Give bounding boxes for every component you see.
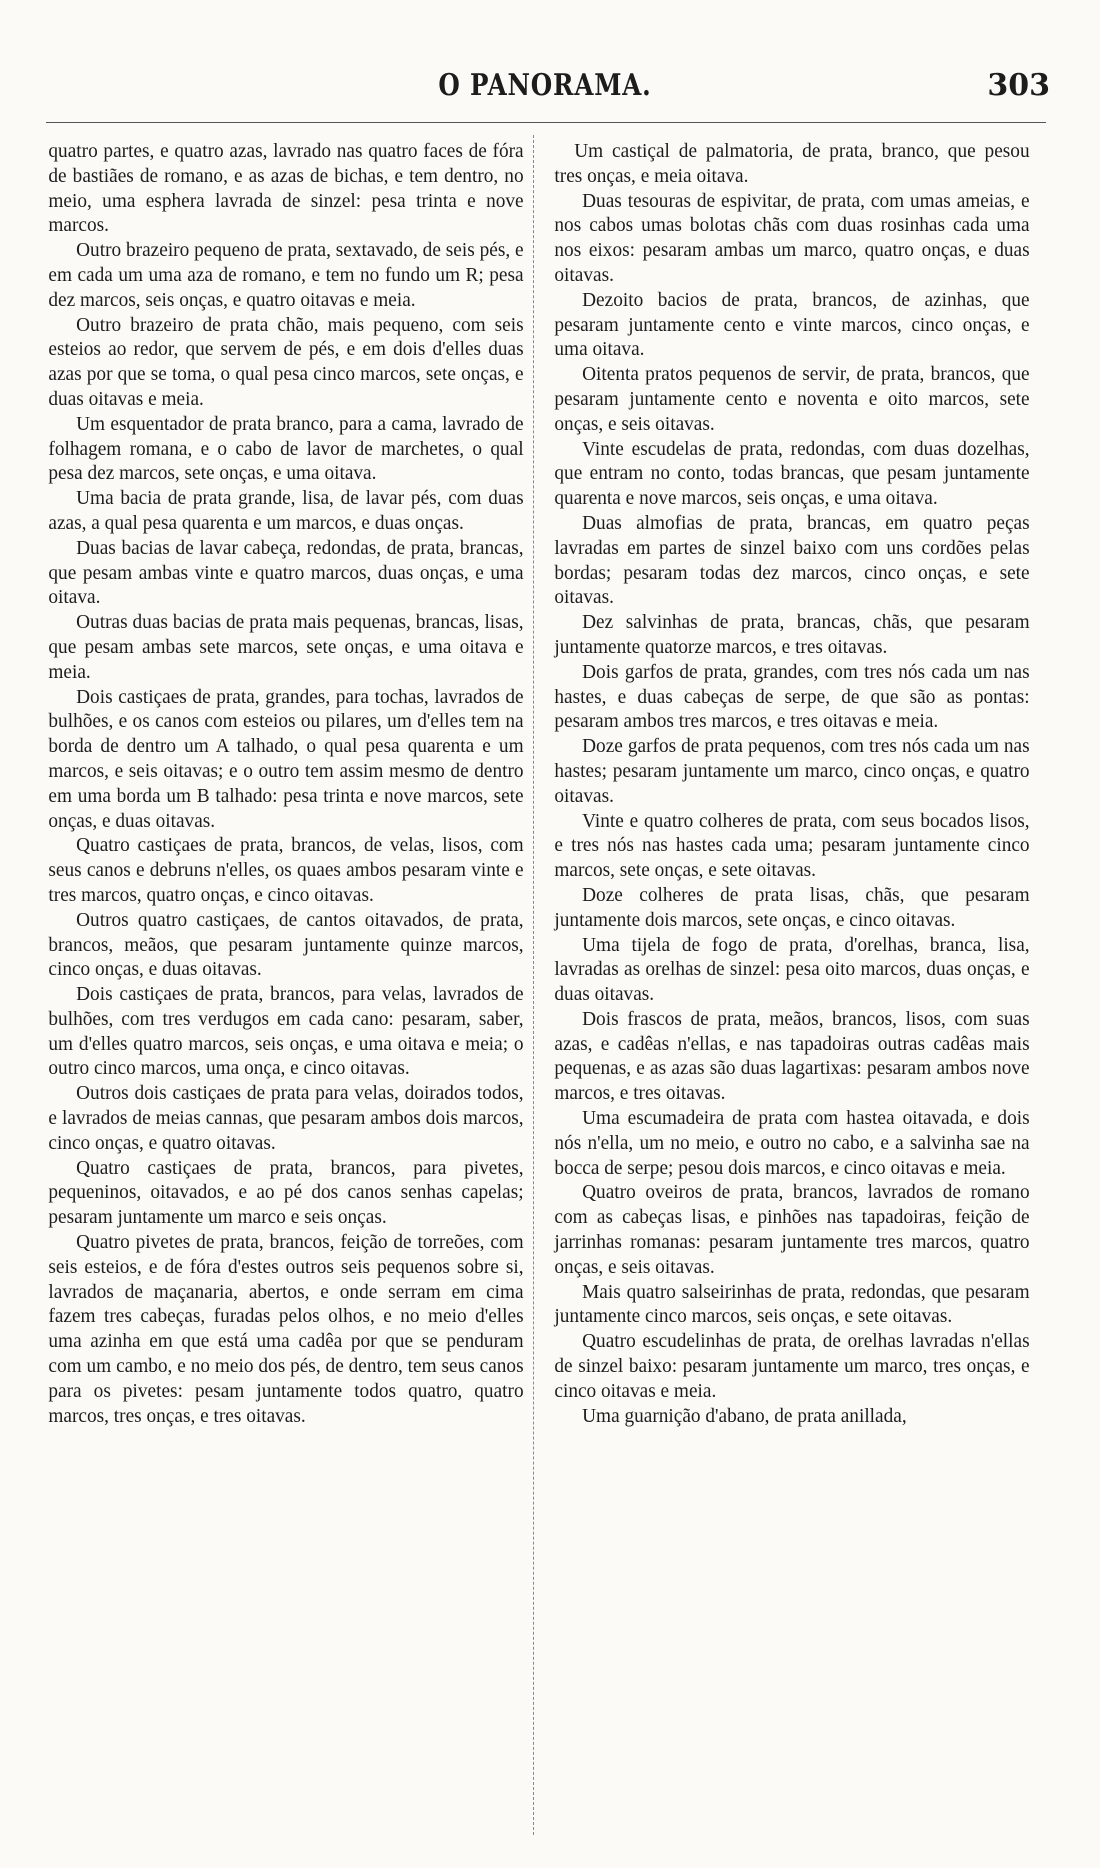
paragraph: Mais quatro salseirinhas de prata, redondas, que pesaram juntamente cinco marcos, seis onças, e sete oitavas. [554, 1281, 1030, 1328]
paragraph: Dois frascos de prata, meãos, brancos, lisos, com suas azas, e cadêas n'ellas, e nas tapadoiras outras cadêas mais pequenas, e as azas são duas lagartixas: pesaram ambos nove marcos, e tres oitavas. [554, 1008, 1030, 1105]
paragraph: Outro brazeiro de prata chão, mais pequeno, com seis esteios ao redor, que servem de pés, e em dois d'elles duas azas por que se toma, o qual pesa cinco marcos, sete onças, e duas oitavas e meia. [48, 314, 524, 410]
column-divider [533, 135, 534, 1835]
paragraph: Outros dois castiçaes de prata para velas, doirados todos, e lavrados de meias cannas, que pesaram ambos dois marcos, cinco onças, e quatro oitavas. [48, 1083, 524, 1154]
paragraph: Dezoito bacios de prata, brancos, de azinhas, que pesaram juntamente cento e vinte marcos, cinco onças, e uma oitava. [554, 289, 1030, 361]
paragraph: Uma bacia de prata grande, lisa, de lavar pés, com duas azas, a qual pesa quarenta e um marcos, e duas onças. [48, 488, 524, 534]
page-number: 303 [987, 68, 1050, 103]
paragraph: Duas tesouras de espivitar, de prata, com umas ameias, e nos cabos umas bolotas chãs com duas rosinhas cada uma nos eixos: pesaram ambas um marco, quatro onças, e duas oitavas. [554, 190, 1030, 286]
paragraph: Outros quatro castiçaes, de cantos oitavados, de prata, brancos, meãos, que pesaram juntamente quinze marcos, cinco onças, e duas oitavas. [48, 909, 524, 981]
paragraph: Uma tijela de fogo de prata, d'orelhas, branca, lisa, lavradas as orelhas de sinzel: pesa oito marcos, duas onças, e duas oitavas. [554, 934, 1030, 1006]
paragraph: Doze garfos de prata pequenos, com tres nós cada um nas hastes; pesaram juntamente um marco, cinco onças, e quatro oitavas. [554, 736, 1030, 807]
paragraph: Vinte e quatro colheres de prata, com seus bocados lisos, e tres nós nas hastes cada uma; pesaram juntamente cinco marcos, sete onças, e sete oitavas. [554, 810, 1030, 882]
page-header [40, 60, 1050, 110]
paragraph: Outro brazeiro pequeno de prata, sextavado, de seis pés, e em cada um uma aza de romano, e tem no fundo um R; pesa dez marcos, seis onças, e quatro oitavas e meia. [48, 240, 524, 311]
paragraph: Um castiçal de palmatoria, de prata, branco, que pesou tres onças, e meia oitava. [554, 141, 1030, 187]
paragraph: Dois castiçaes de prata, brancos, para velas, lavrados de bulhões, com tres verdugos em cada cano: pesaram, saber, um d'elles quatro marcos, seis onças, e uma oitava e meia; o outro cinco marcos, uma onça, e cinco oitavas. [48, 984, 524, 1080]
right-column [554, 140, 1029, 1429]
paragraph: Quatro castiçaes de prata, brancos, para pivetes, pequeninos, oitavados, e ao pé dos canos senhas capelas; pesaram juntamente um marco e seis onças. [48, 1157, 524, 1229]
paragraph: Outras duas bacias de prata mais pequenas, brancas, lisas, que pesam ambas sete marcos, sete onças, e uma oitava e meia. [48, 612, 524, 683]
publication-title: O PANORAMA. [438, 68, 652, 103]
paragraph: Oitenta pratos pequenos de servir, de prata, brancos, que pesaram juntamente cento e noventa e oito marcos, sete onças, e seis oitavas. [554, 364, 1030, 435]
paragraph: Dois castiçaes de prata, grandes, para tochas, lavrados de bulhões, e os canos com esteios ou pilares, um d'elles tem na borda de dentro um A talhado, o qual pesa quarenta e um marcos, e seis oitavas; e o outro tem assim mesmo de dentro em uma borda um B talhado: pesa trinta e nove marcos, sete onças, e duas oitavas. [48, 686, 524, 832]
paragraph: Dez salvinhas de prata, brancas, chãs, que pesaram juntamente quatorze marcos, e tres oitavas. [554, 612, 1030, 658]
paragraph: Uma escumadeira de prata com hastea oitavada, e dois nós n'ella, um no meio, e outro no cabo, e a salvinha sae na bocca de serpe; pesou dois marcos, e cinco oitavas e meia. [554, 1108, 1030, 1179]
left-column [48, 140, 523, 1429]
paragraph: Quatro escudelinhas de prata, de orelhas lavradas n'ellas de sinzel baixo: pesaram juntamente um marco, tres onças, e cinco oitavas e meia. [554, 1331, 1030, 1402]
paragraph: Doze colheres de prata lisas, chãs, que pesaram juntamente dois marcos, sete onças, e cinco oitavas. [554, 884, 1030, 931]
paragraph: Duas bacias de lavar cabeça, redondas, de prata, brancas, que pesam ambas vinte e quatro marcos, duas onças, e uma oitava. [48, 537, 524, 609]
paragraph: Um esquentador de prata branco, para a cama, lavrado de folhagem romana, e o cabo de lavor de marchetes, o qual pesa dez marcos, sete onças, e uma oitava. [48, 413, 524, 485]
paragraph: Quatro castiçaes de prata, brancos, de velas, lisos, com seus canos e debruns n'elles, os quaes ambos pesaram vinte e tres marcos, quatro onças, e cinco oitavas. [48, 835, 524, 906]
paragraph: Dois garfos de prata, grandes, com tres nós cada um nas hastes, e duas cabeças de serpe, de que são as pontas: pesaram ambos tres marcos, e tres oitavas e meia. [554, 661, 1030, 733]
paragraph: Uma guarnição d'abano, de prata anillada, [582, 1405, 907, 1427]
paragraph: Quatro pivetes de prata, brancos, feição de torreões, com seis esteios, e de fóra d'estes outros seis pequenos sobre si, lavrados de maçanaria, abertos, e onde serram em cima fazem tres cabeças, furadas pelos olhos, e no meio d'elles uma azinha em que está uma cadêa por que se penduram com um cambo, e no meio dos pés, de dentro, tem seus canos para os pivetes: pesam juntamente todos quatro, quatro marcos, tres onças, e tres oitavas. [48, 1232, 524, 1427]
header-rule [46, 122, 1046, 123]
paragraph: quatro partes, e quatro azas, lavrado nas quatro faces de fóra de bastiães de romano, e as azas de bichas, e tem dentro, no meio, uma esphera lavrada de sinzel: pesa trinta e nove marcos. [48, 141, 524, 237]
paragraph: Duas almofias de prata, brancas, em quatro peças lavradas em partes de sinzel baixo com uns cordões pelas bordas; pesaram todas dez marcos, cinco onças, e sete oitavas. [554, 512, 1030, 609]
paragraph: Quatro oveiros de prata, brancos, lavrados de romano com as cabeças lisas, e pinhões nas tapadoiras, feição de jarrinhas romanas: pesaram juntamente tres marcos, quatro onças, e seis oitavas. [554, 1182, 1030, 1278]
paragraph: Vinte escudelas de prata, redondas, com duas dozelhas, que entram no conto, todas brancas, que pesam juntamente quarenta e nove marcos, seis onças, e uma oitava. [554, 438, 1030, 510]
